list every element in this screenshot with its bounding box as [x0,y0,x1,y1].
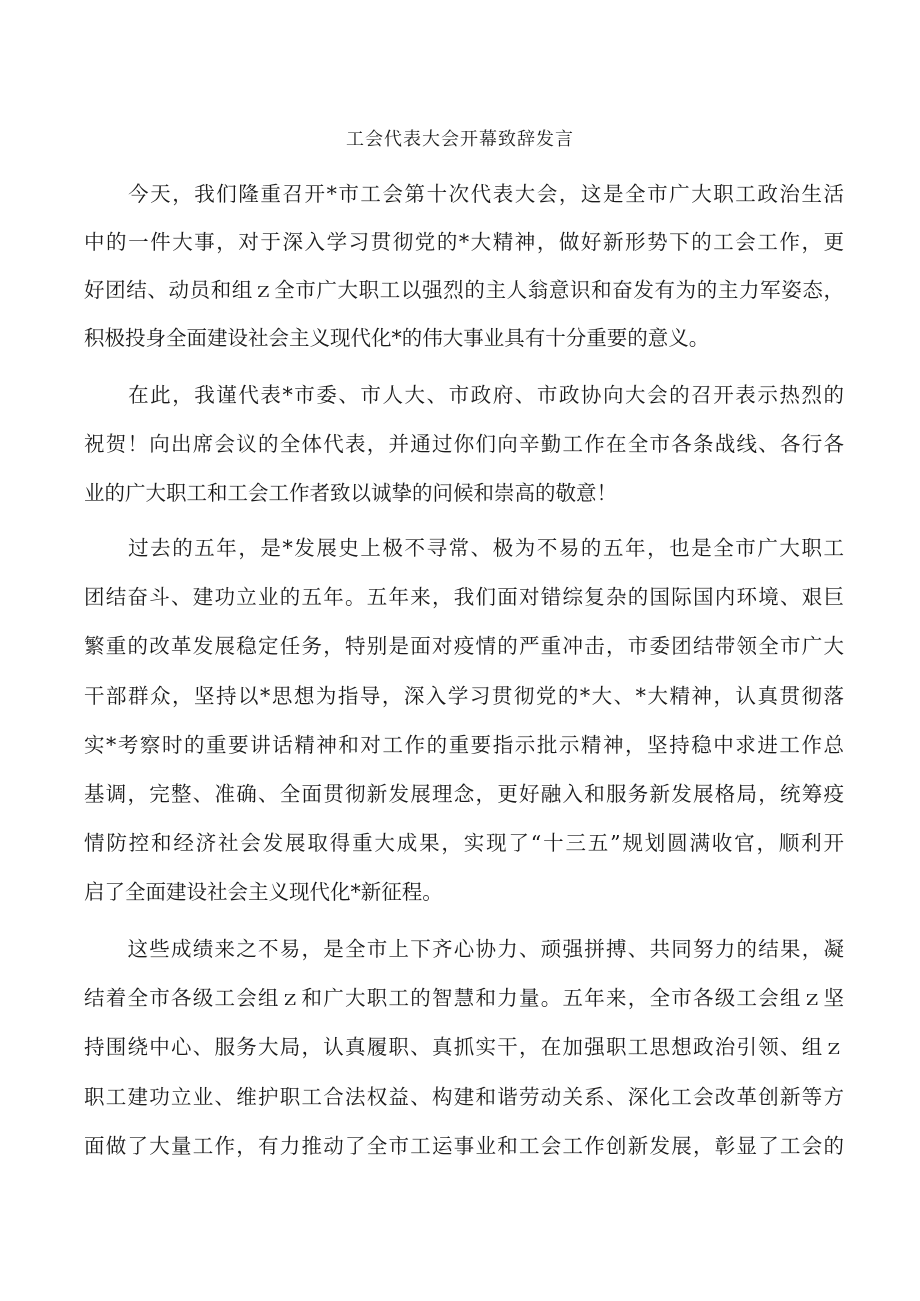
paragraph-1-line-3: 好团结、动员和组ｚ全市广大职工以强烈的主人翁意识和奋发有为的主力军姿态， [84,278,844,302]
paragraph-3-line-4: 干部群众，坚持以*思想为指导，深入学习贯彻党的*大、*大精神，认真贯彻落 [84,684,844,708]
paragraph-4-line-2: 结着全市各级工会组ｚ和广大职工的智慧和力量。五年来，全市各级工会组ｚ坚 [84,986,844,1010]
paragraph-1-line-4: 积极投身全面建设社会主义现代化*的伟大事业具有十分重要的意义。 [84,326,710,350]
paragraph-3-line-8: 启了全面建设社会主义现代化*新征程。 [84,880,443,904]
paragraph-3-line-7: 情防控和经济社会发展取得重大成果，实现了“十三五”规划圆满收官，顺利开 [84,831,844,855]
paragraph-3-line-1: 过去的五年，是*发展史上极不寻常、极为不易的五年，也是全市广大职工 [84,536,844,560]
paragraph-4-line-1: 这些成绩来之不易，是全市上下齐心协力、顽强拼搏、共同努力的结果，凝 [84,937,844,961]
paragraph-3-line-3: 繁重的改革发展稳定任务，特别是面对疫情的严重冲击，市委团结带领全市广大 [84,634,844,658]
paragraph-2-line-2: 祝贺！向出席会议的全体代表，并通过你们向辛勤工作在全市各条战线、各行各 [84,432,844,456]
paragraph-4-line-5: 面做了大量工作，有力推动了全市工运事业和工会工作创新发展，彰显了工会的 [84,1134,844,1158]
paragraph-3-line-5: 实*考察时的重要讲话精神和对工作的重要指示批示精神，坚持稳中求进工作总 [84,733,844,757]
paragraph-4-line-3: 持围绕中心、服务大局，认真履职、真抓实干，在加强职工思想政治引领、组ｚ [84,1035,844,1059]
paragraph-2-line-3: 业的广大职工和工会工作者致以诚挚的问候和崇高的敬意！ [84,481,617,505]
paragraph-3-line-6: 基调，完整、准确、全面贯彻新发展理念，更好融入和服务新发展格局，统筹疫 [84,782,844,806]
paragraph-1-line-1: 今天，我们隆重召开*市工会第十次代表大会，这是全市广大职工政治生活 [84,182,844,206]
paragraph-4-line-4: 职工建功立业、维护职工合法权益、构建和谐劳动关系、深化工会改革创新等方 [84,1085,844,1109]
paragraph-1-line-2: 中的一件大事，对于深入学习贯彻党的*大精神，做好新形势下的工会工作，更 [84,230,844,254]
paragraph-2-line-1: 在此，我谨代表*市委、市人大、市政府、市政协向大会的召开表示热烈的 [84,383,844,407]
paragraph-3-line-2: 团结奋斗、建功立业的五年。五年来，我们面对错综复杂的国际国内环境、艰巨 [84,585,844,609]
document-title: 工会代表大会开幕致辞发言 [346,129,574,150]
